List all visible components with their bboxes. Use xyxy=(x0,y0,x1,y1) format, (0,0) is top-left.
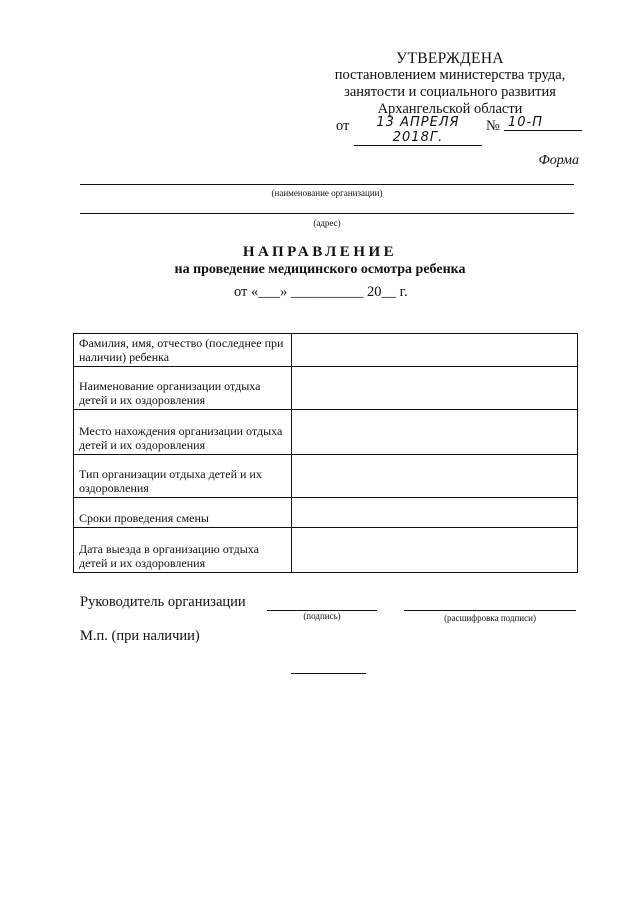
row-value[interactable] xyxy=(292,410,578,455)
approval-line-2: занятости и социального развития xyxy=(344,84,556,100)
row-label: Дата выезда в организацию отдыха детей и их оздоровления xyxy=(74,528,292,573)
row-label: Фамилия, имя, отчество (последнее при наличии) ребенка xyxy=(74,334,292,367)
signature-decode-caption: (расшифровка подписи) xyxy=(444,613,536,623)
table-row xyxy=(74,410,578,455)
document-date: от «___» __________ 20__ г. xyxy=(234,284,408,300)
row-label: Тип организации отдыха детей и их оздоровления xyxy=(74,455,292,498)
document-title: НАПРАВЛЕНИЕ xyxy=(242,244,398,260)
approval-title: УТВЕРЖДЕНА xyxy=(396,50,504,67)
address-caption: (адрес) xyxy=(313,218,341,228)
signature-decode-line[interactable] xyxy=(404,610,576,611)
address-line[interactable] xyxy=(80,213,574,214)
approval-number-prefix: № xyxy=(486,118,500,134)
approval-date-line xyxy=(336,115,581,145)
row-label: Место нахождения организации отдыха детей и их оздоровления xyxy=(74,410,292,455)
referral-table xyxy=(73,333,578,573)
approval-line-3: Архангельской области xyxy=(377,101,523,117)
table-row xyxy=(74,455,578,498)
approval-number-handwritten: 10-П xyxy=(504,115,582,131)
org-name-line[interactable] xyxy=(80,184,574,185)
approval-line-1: постановлением министерства труда, xyxy=(334,67,566,83)
document-subtitle: на проведение медицинского осмотра ребенка xyxy=(174,262,466,277)
signature-caption: (подпись) xyxy=(303,611,341,621)
table-row xyxy=(74,367,578,410)
table-row xyxy=(74,528,578,573)
row-value[interactable] xyxy=(292,367,578,410)
form-label: Форма xyxy=(538,153,579,168)
approval-block xyxy=(300,50,600,118)
table-row xyxy=(74,498,578,528)
approval-date-handwritten: 13 АПРЕЛЯ 2018Г. xyxy=(354,115,482,146)
row-value[interactable] xyxy=(292,498,578,528)
row-value[interactable] xyxy=(292,455,578,498)
org-name-caption: (наименование организации) xyxy=(271,188,383,198)
row-value[interactable] xyxy=(292,334,578,367)
seal-label: М.п. (при наличии) xyxy=(80,628,200,644)
closing-separator xyxy=(291,673,366,674)
table-row xyxy=(74,334,578,367)
row-label: Сроки проведения смены xyxy=(74,498,292,528)
approval-date-prefix: от xyxy=(336,118,350,134)
row-label: Наименование организации отдыха детей и их оздоровления xyxy=(74,367,292,410)
signature-label: Руководитель организации xyxy=(80,594,246,610)
row-value[interactable] xyxy=(292,528,578,573)
